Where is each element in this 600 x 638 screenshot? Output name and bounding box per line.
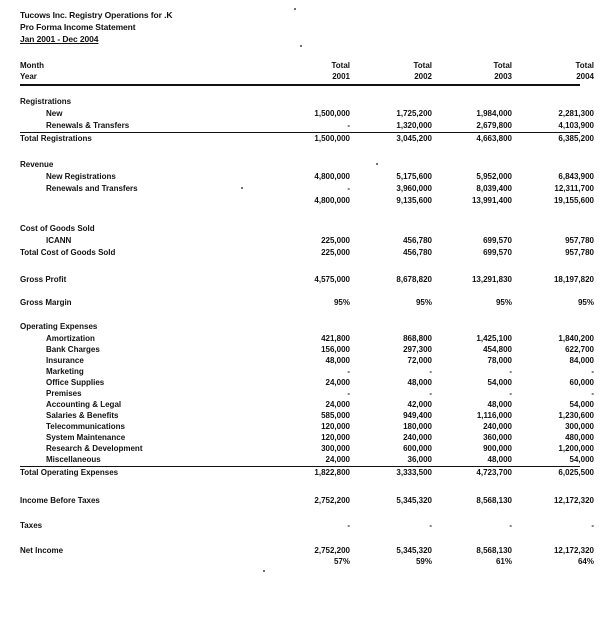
- row-value: 48,000: [325, 356, 350, 365]
- row-value: -: [347, 121, 350, 130]
- row-label: Revenue: [20, 160, 54, 169]
- row-value: 6,843,900: [558, 172, 594, 181]
- row-value: 297,300: [403, 345, 432, 354]
- row-value: 2,281,300: [558, 109, 594, 118]
- row-value: 18,197,820: [553, 275, 594, 284]
- row-label: Gross Margin: [20, 298, 72, 307]
- row-value: 8,568,130: [476, 546, 512, 555]
- row-value: -: [347, 367, 350, 376]
- row-label: Taxes: [20, 521, 43, 530]
- column-header-year: 2001: [332, 72, 350, 81]
- row-value: 13,991,400: [471, 196, 512, 205]
- column-header-year: 2003: [494, 72, 512, 81]
- row-value: 4,103,900: [558, 121, 594, 130]
- row-value: 900,000: [483, 444, 512, 453]
- section-heading-cogs: [20, 224, 580, 235]
- row-value: 2,679,800: [476, 121, 512, 130]
- row-value: 622,700: [565, 345, 594, 354]
- row-value: 5,175,600: [396, 172, 432, 181]
- row-label: Income Before Taxes: [20, 496, 100, 505]
- section-heading-operating-expenses: [20, 322, 580, 333]
- row-value: 585,000: [321, 411, 350, 420]
- table-row: [20, 236, 594, 247]
- row-label: Telecommunications: [46, 422, 125, 431]
- row-value: -: [347, 184, 350, 193]
- table-row: [20, 109, 594, 120]
- column-header-year: 2002: [414, 72, 432, 81]
- row-value: 480,000: [565, 433, 594, 442]
- row-value: 1,500,000: [314, 134, 350, 143]
- row-value: 1,200,000: [558, 444, 594, 453]
- total-row: [20, 248, 594, 259]
- row-value: 360,000: [483, 433, 512, 442]
- row-label: Salaries & Benefits: [46, 411, 119, 420]
- document-title: Tucows Inc. Registry Operations for .K: [20, 10, 173, 20]
- row-value: 64%: [577, 557, 594, 566]
- table-row: [20, 422, 594, 433]
- column-header-total: Total: [575, 61, 594, 70]
- table-row: [20, 184, 594, 195]
- table-row: [20, 367, 594, 378]
- table-row: [20, 345, 594, 356]
- row-value: 1,984,000: [476, 109, 512, 118]
- table-row: [20, 389, 594, 400]
- row-value: -: [591, 389, 594, 398]
- row-label: Marketing: [46, 367, 84, 376]
- row-label: Total Registrations: [20, 134, 92, 143]
- row-label: Total Operating Expenses: [20, 468, 119, 477]
- row-value: -: [509, 521, 512, 530]
- row-value: -: [509, 367, 512, 376]
- column-header-total: Total: [331, 61, 350, 70]
- row-label: ICANN: [46, 236, 72, 245]
- row-value: 3,960,000: [396, 184, 432, 193]
- row-value: 454,800: [483, 345, 512, 354]
- row-label: Operating Expenses: [20, 322, 98, 331]
- row-value: 24,000: [325, 455, 350, 464]
- subtotal-rule: [20, 466, 580, 467]
- gross-profit-row: [20, 275, 594, 286]
- section-heading-revenue: [20, 160, 580, 171]
- month-label: Month: [20, 61, 44, 70]
- column-header-total: Total: [413, 61, 432, 70]
- income-before-taxes-row: [20, 496, 594, 507]
- scan-speck: [263, 570, 265, 572]
- row-label: Renewals & Transfers: [46, 121, 130, 130]
- row-value: 600,000: [403, 444, 432, 453]
- row-value: 8,678,820: [396, 275, 432, 284]
- row-value: 54,000: [487, 378, 512, 387]
- row-value: 19,155,600: [553, 196, 594, 205]
- document-subtitle: Pro Forma Income Statement: [20, 22, 136, 32]
- row-value: 60,000: [569, 378, 594, 387]
- row-label: Amortization: [46, 334, 95, 343]
- row-value: 48,000: [407, 378, 432, 387]
- table-row: [20, 121, 594, 132]
- row-value: 957,780: [565, 248, 594, 257]
- row-label: Net Income: [20, 546, 64, 555]
- row-value: 59%: [415, 557, 432, 566]
- table-row: [20, 356, 594, 367]
- row-value: -: [429, 367, 432, 376]
- total-row: [20, 134, 594, 145]
- row-value: 300,000: [321, 444, 350, 453]
- row-label: Accounting & Legal: [46, 400, 122, 409]
- row-value: 12,172,320: [553, 546, 594, 555]
- row-value: 57%: [333, 557, 350, 566]
- net-income-row: [20, 546, 594, 557]
- row-value: 24,000: [325, 400, 350, 409]
- total-row: [20, 196, 594, 207]
- row-value: 8,568,130: [476, 496, 512, 505]
- row-value: 42,000: [407, 400, 432, 409]
- row-value: 699,570: [483, 236, 512, 245]
- row-value: 12,311,700: [554, 184, 594, 193]
- row-value: 4,800,000: [314, 172, 350, 181]
- column-header-year: 2004: [576, 72, 594, 81]
- row-value: 456,780: [403, 248, 432, 257]
- row-label: System Maintenance: [46, 433, 126, 442]
- subtotal-rule: [20, 132, 580, 133]
- row-value: 54,000: [569, 455, 594, 464]
- net-margin-row: [20, 557, 594, 568]
- row-value: 1,725,200: [396, 109, 432, 118]
- row-value: 48,000: [487, 455, 512, 464]
- row-value: 1,822,800: [314, 468, 350, 477]
- gross-margin-row: [20, 298, 594, 309]
- table-row: [20, 334, 594, 345]
- table-row: [20, 433, 594, 444]
- row-label: Renewals and Transfers: [46, 184, 138, 193]
- year-label: Year: [20, 72, 37, 81]
- table-row: [20, 411, 594, 422]
- document-period: Jan 2001 - Dec 2004: [20, 34, 99, 44]
- row-value: 456,780: [403, 236, 432, 245]
- row-value: 1,425,100: [476, 334, 512, 343]
- row-value: 2,752,200: [314, 496, 350, 505]
- scan-speck: [376, 163, 378, 165]
- table-row: [20, 455, 594, 466]
- header-divider: [20, 84, 580, 86]
- row-value: 4,663,800: [476, 134, 512, 143]
- row-value: 84,000: [569, 356, 594, 365]
- row-value: 1,230,600: [558, 411, 594, 420]
- row-label: Bank Charges: [46, 345, 100, 354]
- row-label: Research & Development: [46, 444, 143, 453]
- row-value: 4,800,000: [314, 196, 350, 205]
- scan-speck: [300, 45, 302, 47]
- row-value: 180,000: [403, 422, 432, 431]
- row-label: Gross Profit: [20, 275, 67, 284]
- row-value: -: [429, 389, 432, 398]
- row-value: 61%: [495, 557, 512, 566]
- row-label: Insurance: [46, 356, 84, 365]
- row-value: 868,800: [403, 334, 432, 343]
- row-value: 48,000: [487, 400, 512, 409]
- row-value: 95%: [495, 298, 512, 307]
- table-row: [20, 172, 594, 183]
- row-value: 8,039,400: [476, 184, 512, 193]
- scan-speck: [241, 187, 243, 189]
- row-value: 95%: [415, 298, 432, 307]
- row-value: -: [509, 389, 512, 398]
- row-value: 3,333,500: [396, 468, 432, 477]
- table-row: [20, 444, 594, 455]
- section-heading-registrations: [20, 97, 580, 108]
- total-row: [20, 468, 594, 479]
- row-label: Office Supplies: [46, 378, 105, 387]
- row-value: 699,570: [483, 248, 512, 257]
- row-value: 72,000: [407, 356, 432, 365]
- row-value: 300,000: [565, 422, 594, 431]
- row-value: 78,000: [487, 356, 512, 365]
- row-value: 5,345,320: [396, 496, 432, 505]
- row-label: New: [46, 109, 63, 118]
- row-value: -: [591, 521, 594, 530]
- row-label: Premises: [46, 389, 82, 398]
- column-header-row-1: [20, 61, 594, 72]
- row-value: 5,345,320: [396, 546, 432, 555]
- row-value: 6,025,500: [558, 468, 594, 477]
- row-value: 156,000: [321, 345, 350, 354]
- column-header-row-2: [20, 72, 594, 83]
- row-label: Registrations: [20, 97, 72, 106]
- table-row: [20, 400, 594, 411]
- row-label: Cost of Goods Sold: [20, 224, 95, 233]
- row-label: Total Cost of Goods Sold: [20, 248, 116, 257]
- row-value: 1,116,000: [476, 411, 512, 420]
- row-value: 225,000: [321, 236, 350, 245]
- row-value: 36,000: [407, 455, 432, 464]
- row-value: 1,320,000: [396, 121, 432, 130]
- row-value: 240,000: [403, 433, 432, 442]
- row-value: 1,500,000: [314, 109, 350, 118]
- row-value: -: [429, 521, 432, 530]
- column-header-total: Total: [493, 61, 512, 70]
- row-value: 6,385,200: [558, 134, 594, 143]
- row-value: 120,000: [321, 433, 350, 442]
- row-label: New Registrations: [46, 172, 116, 181]
- row-value: 4,575,000: [314, 275, 350, 284]
- row-value: 240,000: [483, 422, 512, 431]
- row-value: 2,752,200: [314, 546, 350, 555]
- row-value: 24,000: [325, 378, 350, 387]
- row-value: 12,172,320: [553, 496, 594, 505]
- row-value: 421,800: [321, 334, 350, 343]
- row-value: 3,045,200: [396, 134, 432, 143]
- row-value: -: [347, 389, 350, 398]
- table-row: [20, 378, 594, 389]
- row-value: 9,135,600: [396, 196, 432, 205]
- row-value: 95%: [333, 298, 350, 307]
- row-value: 1,840,200: [558, 334, 594, 343]
- row-value: -: [347, 521, 350, 530]
- row-value: 4,723,700: [476, 468, 512, 477]
- taxes-row: [20, 521, 594, 532]
- row-value: 5,952,000: [476, 172, 512, 181]
- row-value: 120,000: [321, 422, 350, 431]
- scan-speck: [294, 8, 296, 10]
- row-value: 957,780: [565, 236, 594, 245]
- row-value: 54,000: [569, 400, 594, 409]
- row-value: 949,400: [403, 411, 432, 420]
- row-label: Miscellaneous: [46, 455, 101, 464]
- row-value: 13,291,830: [471, 275, 512, 284]
- row-value: 95%: [577, 298, 594, 307]
- row-value: -: [591, 367, 594, 376]
- row-value: 225,000: [321, 248, 350, 257]
